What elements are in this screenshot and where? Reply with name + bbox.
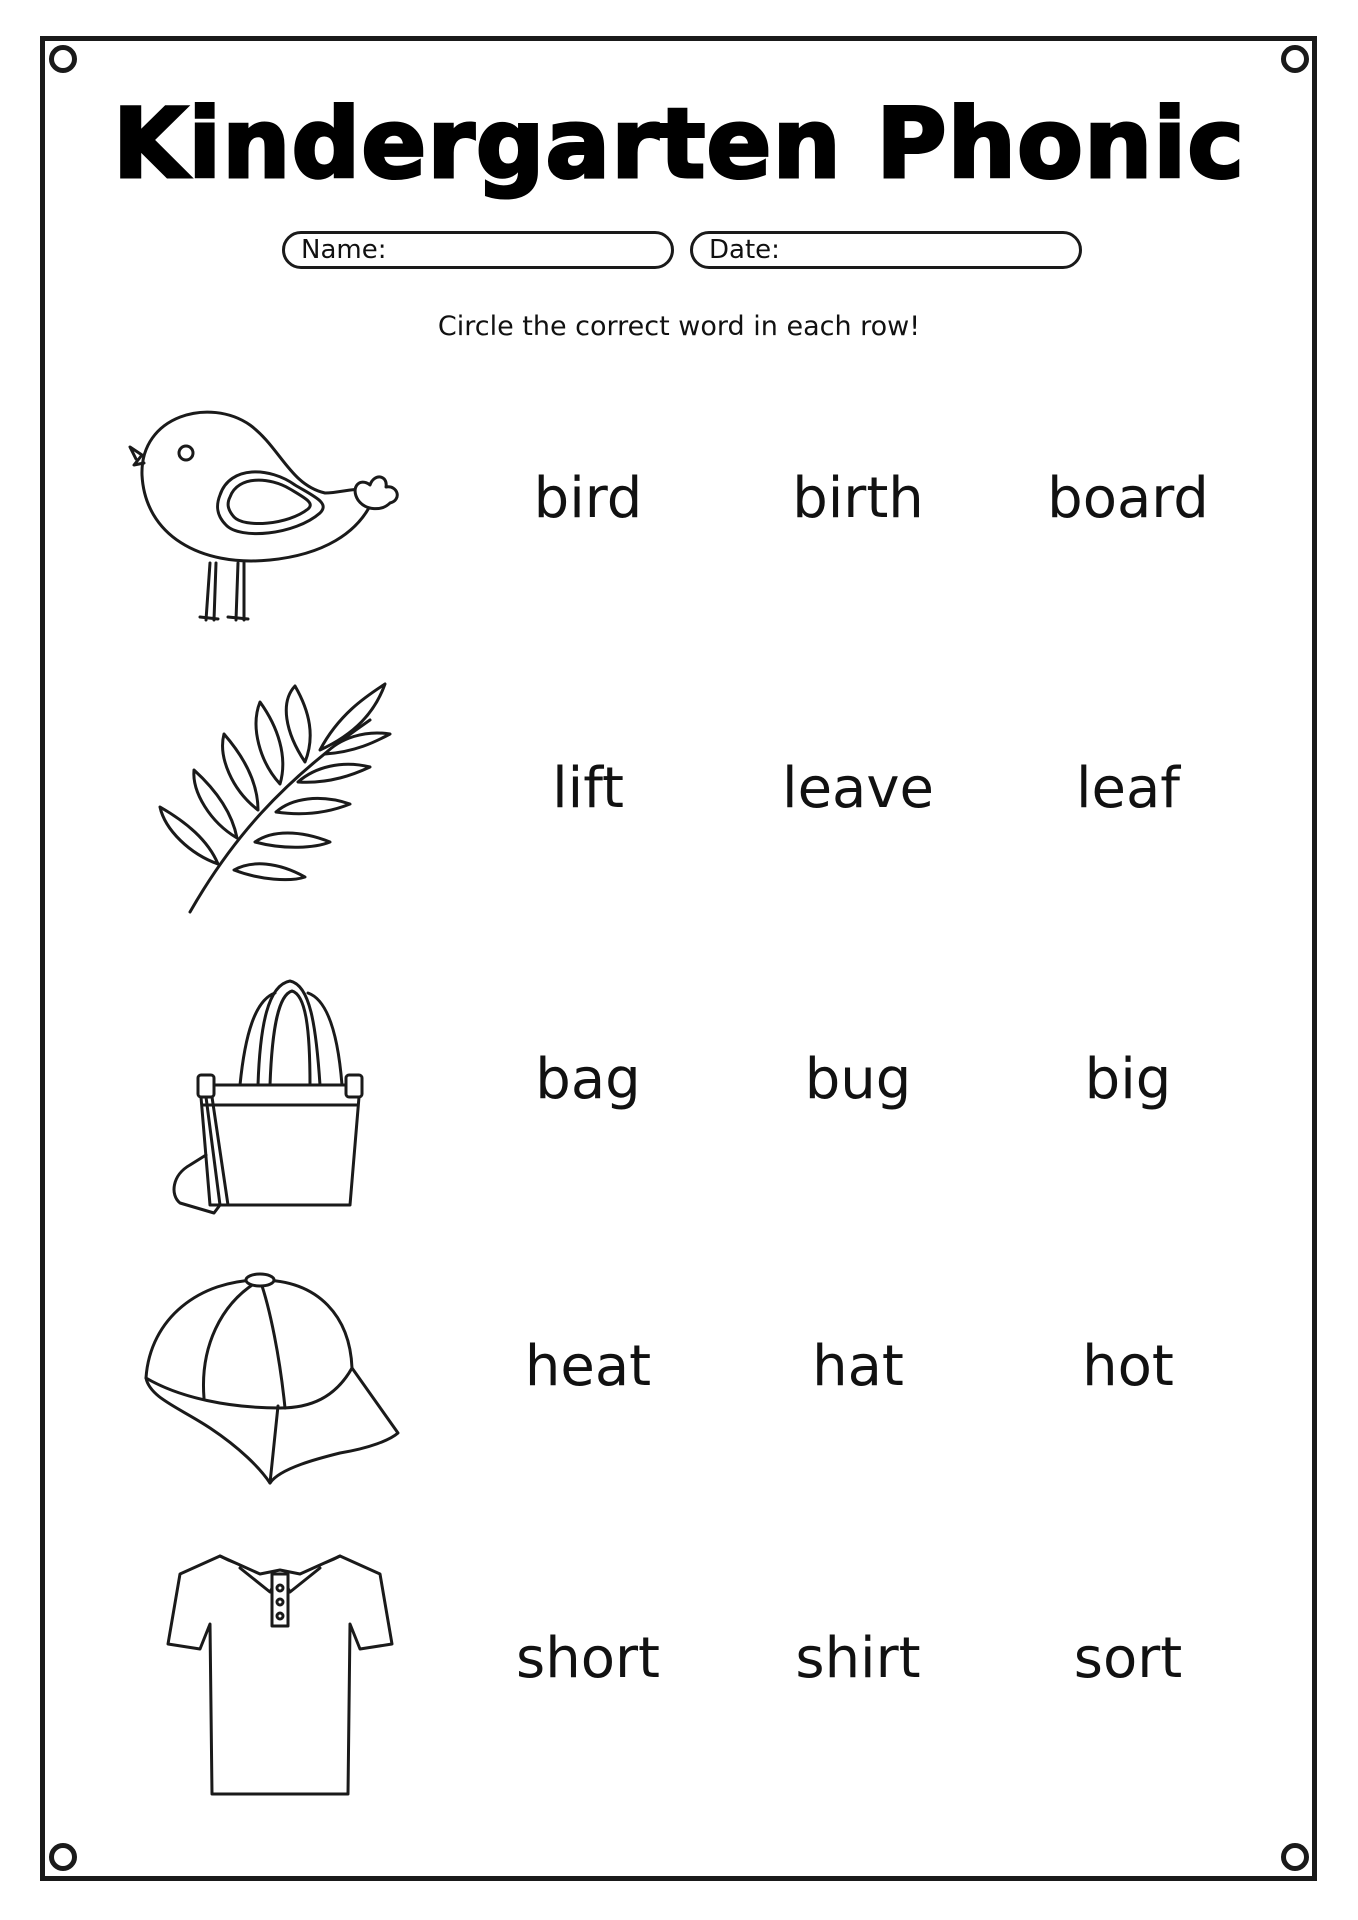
exercise-row-bird — [0, 385, 1358, 675]
cap-icon — [120, 1258, 440, 1548]
exercise-row-cap — [0, 1258, 1358, 1548]
word-option-1[interactable]: heat — [524, 1334, 652, 1399]
grommet-bottom-right — [1281, 1843, 1309, 1871]
instruction-text: Circle the correct word in each row! — [437, 311, 921, 342]
grommet-top-left — [49, 45, 77, 73]
grommet-top-right — [1281, 45, 1309, 73]
word-option-1[interactable]: bag — [535, 1047, 641, 1112]
word-option-3[interactable]: leaf — [1075, 756, 1181, 821]
word-option-2[interactable]: birth — [792, 466, 924, 531]
date-field[interactable] — [690, 231, 1082, 269]
word-option-1[interactable]: short — [516, 1626, 660, 1691]
leaf-icon — [120, 672, 440, 962]
word-option-3[interactable]: big — [1084, 1047, 1172, 1112]
shirt-icon — [120, 1544, 440, 1834]
worksheet-title: Kindergarten Phonic — [112, 88, 1246, 200]
grommet-bottom-left — [49, 1843, 77, 1871]
exercise-row-shirt — [0, 1544, 1358, 1834]
bag-icon — [120, 965, 440, 1255]
exercise-row-leaf — [0, 672, 1358, 962]
word-option-2[interactable]: leave — [782, 756, 934, 821]
word-option-3[interactable]: hot — [1082, 1334, 1174, 1399]
word-option-1[interactable]: bird — [533, 466, 643, 531]
date-label: Date: — [709, 235, 780, 265]
name-label: Name: — [301, 235, 387, 265]
word-option-2[interactable]: shirt — [795, 1626, 921, 1691]
word-option-3[interactable]: board — [1047, 466, 1209, 531]
word-option-2[interactable]: hat — [812, 1334, 904, 1399]
name-field[interactable] — [282, 231, 674, 269]
word-option-3[interactable]: sort — [1073, 1626, 1183, 1691]
bird-icon — [120, 385, 440, 675]
word-option-2[interactable]: bug — [804, 1047, 912, 1112]
word-option-1[interactable]: lift — [552, 756, 624, 821]
exercise-row-bag — [0, 965, 1358, 1255]
